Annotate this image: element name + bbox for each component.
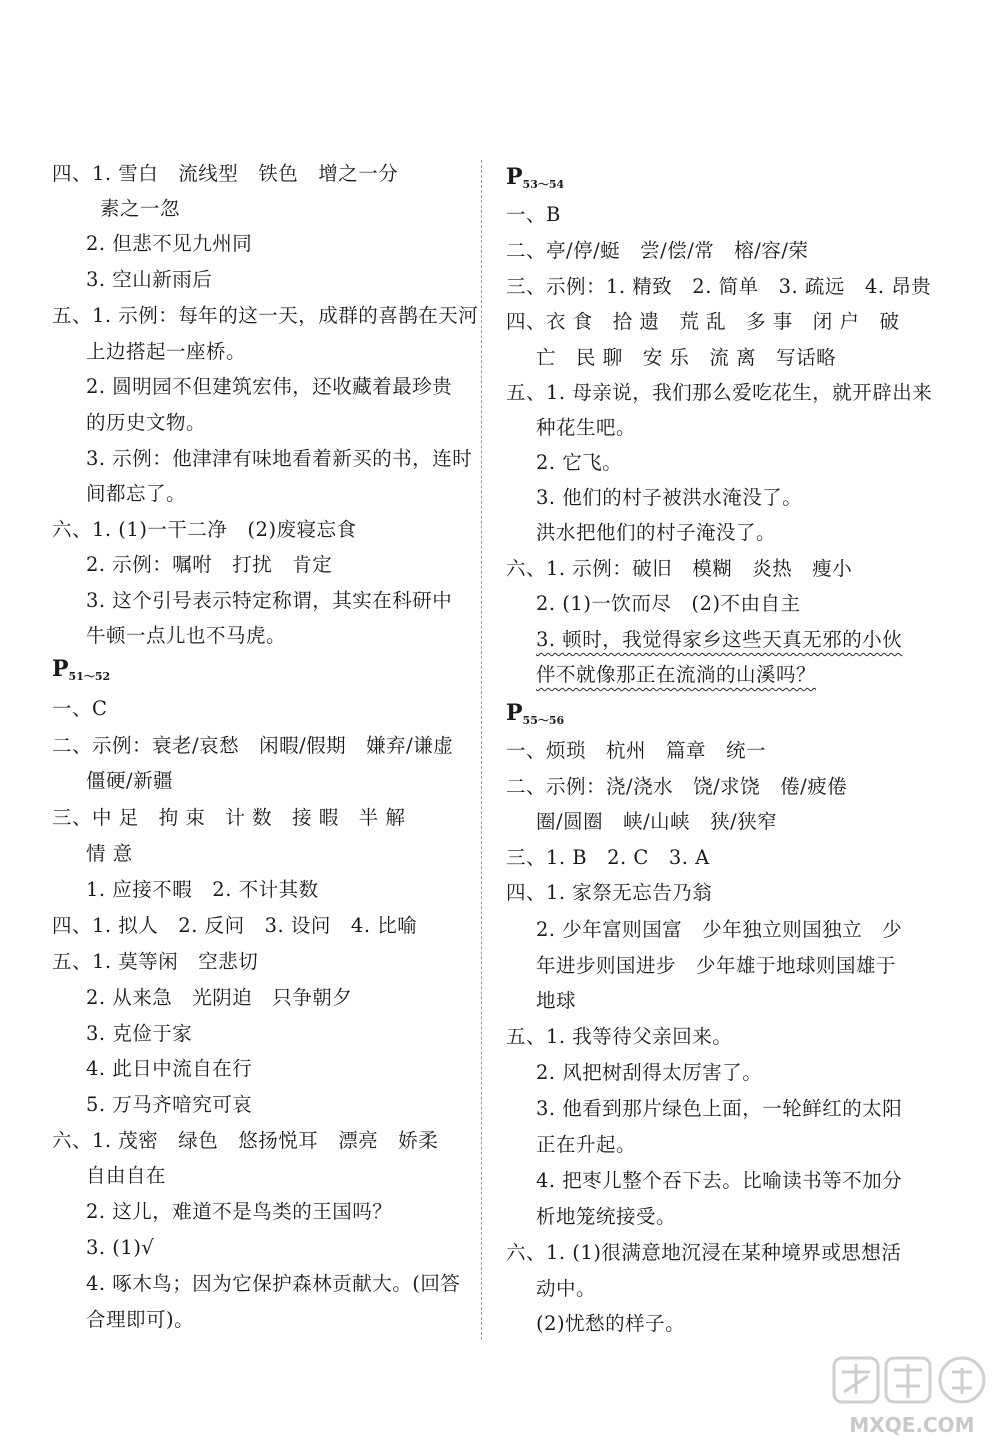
page-range-heading <box>506 700 564 734</box>
answer-line: 情 意 <box>86 842 133 865</box>
answer-line: 六、1. 示例：破旧 模糊 炎热 瘦小 <box>506 557 853 580</box>
answer-line: 四、1. 家祭无忘告乃翁 <box>506 881 713 904</box>
page-range-heading <box>52 656 110 690</box>
answer-line: 自由自在 <box>86 1164 167 1187</box>
page-letter: P <box>506 164 523 190</box>
answer-line: 2. 它飞。 <box>536 451 623 474</box>
answer-line: 3. 这个引号表示特定称谓，其实在科研中 <box>86 589 453 612</box>
answer-line: 4. 啄木鸟；因为它保护森林贡献大。(回答 <box>86 1272 461 1295</box>
answer-line: 1. 应接不暇 2. 不计其数 <box>86 878 319 901</box>
answer-line: 2. 从来急 光阴迫 只争朝夕 <box>86 986 353 1009</box>
answer-line: 年进步则国进步 少年雄于地球则国雄于 <box>536 954 897 977</box>
answer-line: 三、1. B 2. C 3. A <box>506 846 710 869</box>
answer-line: 一、B <box>506 203 561 226</box>
answer-line: 素之一忽 <box>100 197 181 220</box>
answer-line: 六、1. (1)很满意地沉浸在某种境界或思想活 <box>506 1241 902 1264</box>
answer-line: 2. 但悲不见九州同 <box>86 232 253 255</box>
answer-line: 六、1. 茂密 绿色 悠扬悦耳 漂亮 娇柔 <box>52 1129 439 1152</box>
answer-line: 六、1. (1)一干二净 (2)废寝忘食 <box>52 518 357 541</box>
answer-line: 二、亭/停/蜓 尝/偿/常 榕/容/荣 <box>506 239 809 262</box>
answer-line: 2. 示例：嘱咐 打扰 肯定 <box>86 553 333 576</box>
answer-line: 的历史文物。 <box>86 411 207 434</box>
answer-line: 一、C <box>52 697 108 720</box>
answer-line: 五、1. 莫等闲 空悲切 <box>52 950 259 973</box>
answer-line: 3. 克俭于家 <box>86 1022 193 1045</box>
page-range: 53～54 <box>522 178 565 191</box>
answer-line: 地球 <box>536 989 577 1012</box>
answer-line: 5. 万马齐喑究可哀 <box>86 1093 253 1116</box>
answer-line: 析地笼统接受。 <box>536 1205 677 1228</box>
answer-line: 3. 空山新雨后 <box>86 268 213 291</box>
answer-line: 五、1. 我等待父亲回来。 <box>506 1025 733 1048</box>
answer-line: 僵硬/新疆 <box>86 769 174 792</box>
answer-line: 四、1. 拟人 2. 反问 3. 设问 4. 比喻 <box>52 914 418 937</box>
answer-line: 3. 顿时，我觉得家乡这些天真无邪的小伙 <box>536 628 903 651</box>
answer-line: 圈/圆圈 峡/山峡 狭/狭窄 <box>536 810 778 833</box>
answer-line: 2. 圆明园不但建筑宏伟，还收藏着最珍贵 <box>86 375 453 398</box>
watermark-text: MXQE.COM <box>849 1413 975 1437</box>
answer-line: 洪水把他们的村子淹没了。 <box>536 521 777 544</box>
answer-line: 三、中 足 拘 束 计 数 接 暇 半 解 <box>52 806 406 829</box>
column-divider <box>481 160 482 1340</box>
answer-line: 2. 少年富则国富 少年独立则国独立 少 <box>536 918 903 941</box>
answer-line: 五、1. 母亲说，我们那么爱吃花生，就开辟出来 <box>506 381 933 404</box>
answer-line: 四、衣 食 拾 遗 荒 乱 多 事 闭 户 破 <box>506 310 900 333</box>
answer-line: 上边搭起一座桥。 <box>86 340 247 363</box>
answer-line: 3. (1)√ <box>86 1236 155 1259</box>
answer-line: 亡 民 聊 安 乐 流 离 写话略 <box>536 346 837 369</box>
page-range: 51～52 <box>68 670 111 683</box>
answer-line: 四、1. 雪白 流线型 铁色 增之一分 <box>52 162 399 185</box>
page-letter: P <box>52 656 69 682</box>
answer-line: 3. 他们的村子被洪水淹没了。 <box>536 486 803 509</box>
answer-line: 种花生吧。 <box>536 416 637 439</box>
answer-line: 3. 他看到那片绿色上面，一轮鲜红的太阳 <box>536 1097 903 1120</box>
answer-line: 五、1. 示例：每年的这一天，成群的喜鹊在天河 <box>52 304 479 327</box>
answer-line: 一、烦琐 杭州 篇章 统一 <box>506 739 767 762</box>
answer-line: 三、示例：1. 精致 2. 简单 3. 疏远 4. 昂贵 <box>506 275 932 298</box>
answer-line: 二、示例：浇/浇水 饶/求饶 倦/疲倦 <box>506 775 848 798</box>
answer-line: 合理即可)。 <box>86 1308 195 1331</box>
answer-line: 2. 这儿，难道不是鸟类的王国吗？ <box>86 1200 393 1223</box>
answer-line: 动中。 <box>536 1277 597 1300</box>
page-range-heading <box>506 164 564 198</box>
answer-line: 3. 示例：他津津有味地看着新买的书，连时 <box>86 447 473 470</box>
answer-line: (2)忧愁的样子。 <box>536 1312 686 1335</box>
answer-line: 4. 把枣儿整个吞下去。比喻读书等不加分 <box>536 1169 903 1192</box>
answer-line: 牛顿一点儿也不马虎。 <box>86 624 287 647</box>
answer-line: 2. (1)一饮而尽 (2)不由自主 <box>536 592 801 615</box>
watermark-logo <box>828 1352 996 1442</box>
answer-line: 4. 此日中流自在行 <box>86 1057 253 1080</box>
answer-line: 2. 风把树刮得太厉害了。 <box>536 1061 763 1084</box>
answer-line: 伴不就像那正在流淌的山溪吗？ <box>536 663 817 686</box>
page-letter: P <box>506 700 523 726</box>
answer-line: 二、示例：衰老/哀愁 闲暇/假期 嫌弃/谦虚 <box>52 734 454 757</box>
answer-line: 间都忘了。 <box>86 482 187 505</box>
answer-line: 正在升起。 <box>536 1133 637 1156</box>
page-range: 55～56 <box>522 714 565 727</box>
